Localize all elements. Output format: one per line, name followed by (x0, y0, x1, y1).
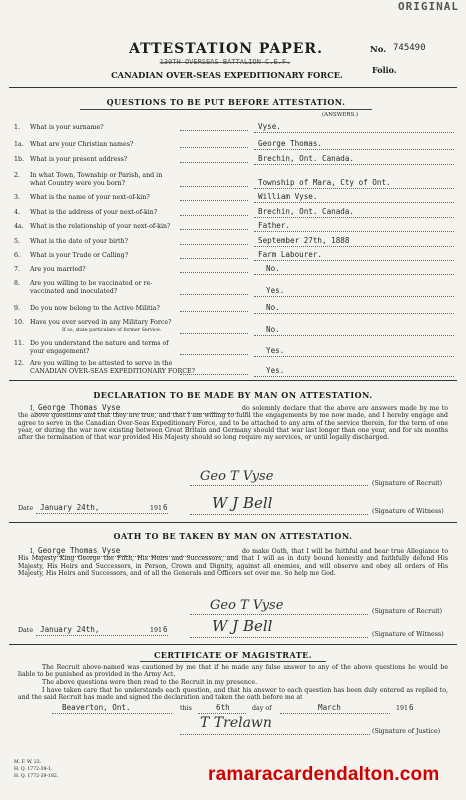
question-number: 4. (14, 209, 21, 216)
question-text: your engagement? (30, 348, 90, 355)
questions-title-rule (80, 109, 372, 110)
oath-title: OATH TO BE TAKEN BY MAN ON ATTESTATION. (113, 531, 353, 541)
question-leader-dots (180, 272, 248, 273)
question-text: What is the name of your next-of-kin? (30, 194, 150, 201)
question-text: Are you married? (30, 266, 86, 273)
answer-line (254, 313, 454, 314)
answer-line (254, 246, 454, 247)
question-leader-dots (180, 354, 248, 355)
justice-signature: T Trelawn (200, 715, 272, 731)
question-number: 1b. (14, 156, 25, 163)
question-number: 9. (14, 305, 21, 312)
question-leader-dots (180, 244, 248, 245)
declaration-witness-label: (Signature of Witness) (372, 508, 444, 515)
magistrate-this-label: this (180, 705, 192, 712)
folio-label: Folio. (372, 65, 397, 75)
magistrate-place: Beaverton, Ont. (62, 703, 131, 712)
answer-value: Yes. (266, 346, 285, 355)
page-title: ATTESTATION PAPER. (129, 41, 323, 57)
question-number: 5. (14, 238, 21, 245)
magistrate-day-line (198, 713, 246, 714)
oath-recruit-name: George Thomas Vyse (38, 546, 121, 555)
question-text: what Country were you born? (30, 180, 126, 187)
questions-end-rule (9, 380, 457, 381)
oath-recruit-signature-line (190, 614, 368, 615)
oath-prefix: I, (30, 548, 35, 555)
oath-year-prefix: 191 (150, 627, 163, 634)
justice-label: (Signature of Justice) (372, 728, 441, 735)
question-leader-dots (180, 162, 248, 163)
question-text: What is your present address? (30, 156, 128, 163)
question-leader-dots (180, 147, 248, 148)
oath-witness-signature-line (190, 637, 368, 638)
answer-value: Vyse. (258, 122, 281, 131)
declaration-witness-signature-line (190, 514, 368, 515)
answer-value: Yes. (266, 366, 285, 375)
question-number: 3. (14, 194, 21, 201)
declaration-year-suffix: 6 (163, 503, 168, 512)
question-text: vaccinated and inoculated? (30, 288, 118, 295)
oath-text: do make Oath, that I will be faithful and bear true Allegiance to His Majesty King George the Fifth, His Heirs and Successors, and that I will as in duty bound honestly and faithfully defend His Majesty, His Heirs and Successors, in Person, Crown and Dignity, against all enemies, and will observe and obey all orders of His Majesty, His Heirs and Successors, and of all the Generals and Officers set over me. So help me God. (18, 548, 448, 577)
question-number: 6. (14, 252, 21, 259)
question-number: 4a. (14, 223, 24, 230)
magistrate-title: CERTIFICATE OF MAGISTRATE. (153, 650, 313, 660)
site-watermark: ramaracardendalton.com (208, 764, 440, 785)
declaration-date: January 24th, (40, 503, 100, 512)
declaration-end-rule (9, 522, 457, 523)
declaration-recruit-name: George Thomas Vyse (38, 403, 121, 412)
question-leader-dots (180, 186, 248, 187)
header-rule (9, 87, 457, 88)
question-leader-dots (180, 294, 248, 295)
oath-recruit-signature: Geo T Vyse (210, 598, 284, 613)
answer-value: William Vyse. (258, 192, 318, 201)
question-leader-dots (180, 374, 248, 375)
magistrate-para-2: The above questions were then read to the Recruit in my presence. (42, 679, 258, 686)
question-text: Have you ever served in any Military Force? (30, 319, 172, 326)
oath-date: January 24th, (40, 625, 100, 634)
oath-year-suffix: 6 (163, 625, 168, 634)
question-text: What is the address of your next-of-kin? (30, 209, 158, 216)
question-text: In what Town, Township or Parish, and in (30, 172, 163, 179)
question-number: 10. (14, 319, 25, 326)
question-number: 11. (14, 340, 25, 347)
questions-section-title: QUESTIONS TO BE PUT BEFORE ATTESTATION. (106, 97, 346, 107)
answer-value: Father. (258, 221, 291, 230)
answer-value: September 27th, 1888 (258, 236, 350, 245)
magistrate-day-of-label: day of (252, 705, 272, 712)
question-number: 8. (14, 280, 21, 287)
oath-recruit-label: (Signature of Recruit) (372, 608, 443, 615)
question-text: Do you understand the nature and terms of (30, 340, 169, 347)
answer-value: No. (266, 303, 280, 312)
answer-value: George Thomas. (258, 139, 323, 148)
question-text: What is your Trade or Calling? (30, 252, 129, 259)
question-number: 12. (14, 360, 25, 367)
question-leader-dots (180, 215, 248, 216)
declaration-title: DECLARATION TO BE MADE BY MAN ON ATTESTATION. (93, 390, 373, 400)
declaration-recruit-signature-line (190, 485, 368, 486)
magistrate-day: 6th (216, 703, 230, 712)
magistrate-month-line (280, 713, 390, 714)
answer-value: Farm Labourer. (258, 250, 323, 259)
answer-line (254, 132, 454, 133)
answer-line (254, 164, 454, 165)
question-leader-dots (180, 200, 248, 201)
declaration-date-label: Date (18, 505, 34, 512)
declaration-recruit-label: (Signature of Recruit) (372, 480, 443, 487)
oath-witness-label: (Signature of Witness) (372, 631, 444, 638)
answer-value: Yes. (266, 286, 285, 295)
question-leader-dots (180, 333, 248, 334)
question-number: 7. (14, 266, 21, 273)
question-text: If so, state particulars of former Service. (62, 328, 162, 333)
magistrate-year-prefix: 191 (396, 705, 409, 712)
answer-line (254, 296, 454, 297)
form-subtitle: CANADIAN OVER-SEAS EXPEDITIONARY FORCE. (111, 70, 343, 80)
question-text: What is the date of your birth? (30, 238, 128, 245)
oath-date-line (36, 635, 168, 636)
oath-witness-signature: W J Bell (212, 617, 273, 635)
answer-line (254, 260, 454, 261)
declaration-recruit-signature: Geo T Vyse (200, 469, 274, 484)
answer-line (254, 217, 454, 218)
question-text: What is the relationship of your next-of-kin? (30, 223, 171, 230)
answer-value: No. (266, 325, 280, 334)
magistrate-year-suffix: 6 (409, 703, 414, 712)
answer-line (254, 231, 454, 232)
oath-date-label: Date (18, 627, 34, 634)
question-text: What is your surname? (30, 124, 104, 131)
declaration-witness-signature: W J Bell (212, 494, 273, 512)
original-stamp: ORIGINAL (398, 0, 459, 13)
question-leader-dots (180, 258, 248, 259)
question-leader-dots (180, 311, 248, 312)
magistrate-title-rule (140, 661, 326, 662)
no-label: No. (370, 45, 387, 55)
declaration-year-prefix: 191 (150, 505, 163, 512)
answers-label: (ANSWERS.) (322, 112, 358, 118)
magistrate-place-line (52, 713, 172, 714)
answer-line (254, 149, 454, 150)
answer-line (254, 335, 454, 336)
magistrate-month: March (318, 703, 341, 712)
form-code-3: H. Q. 1772-39-182. (14, 774, 59, 779)
justice-signature-line (180, 734, 370, 735)
question-number: 1. (14, 124, 21, 131)
answer-value: No. (266, 264, 280, 273)
question-text: Are you willing to be vaccinated or re- (30, 280, 153, 287)
declaration-date-line (36, 513, 168, 514)
declaration-text: do solemnly declare that the above are answers made by me to the above questions and that they are true, and that I am willing to fulfil the engagements by me now made, and I hereby engage and agree to serve in the Canadian Over-Seas Expeditionary Force, and to be attached to any arm of the service therein, for the term of one year, or during the war now existing between Great Britain and Germany should that war last longer than one year, and for six months after the termination of that war provided His Majesty should so long require my services, or until legally discharged. (18, 405, 448, 442)
form-code-1: M. F. W. 23. (14, 760, 42, 765)
question-text: CANADIAN OVER-SEAS EXPEDITIONARY FORCE? (30, 368, 195, 375)
question-text: Do you now belong to the Active Militia? (30, 305, 160, 312)
question-number: 1a. (14, 141, 24, 148)
answer-line (254, 274, 454, 275)
answer-line (254, 202, 454, 203)
question-text: Are you willing to be attested to serve in the (30, 360, 173, 367)
regimental-number: 745490 (393, 43, 426, 53)
answer-value: Township of Mara, Cty of Ont. (258, 178, 391, 187)
answer-line (254, 356, 454, 357)
magistrate-para-1: The Recruit above-named was cautioned by me that if he made any false answer to any of the above questions he would be liable to be punished as provided in the Army Act. (18, 664, 448, 679)
answer-value: Brechin, Ont. Canada. (258, 207, 355, 216)
magistrate-para-3: I have taken care that he understands each question, and that his answer to each question has been duly entered as replied to, and the said Recruit has made and signed the declaration and taken the oath before me at (18, 687, 448, 702)
declaration-prefix: I, (30, 405, 35, 412)
answer-line (254, 188, 454, 189)
question-leader-dots (180, 229, 248, 230)
question-leader-dots (180, 130, 248, 131)
battalion-stamp: 130TH OVERSEAS BATTALION C.E.F. (159, 58, 291, 66)
form-code-2: H. Q. 1772-39-1. (14, 767, 53, 772)
question-text: What are your Christian names? (30, 141, 134, 148)
answer-value: Brechin, Ont. Canada. (258, 154, 355, 163)
answer-line (254, 376, 454, 377)
oath-end-rule (9, 644, 457, 645)
question-number: 2. (14, 172, 21, 179)
